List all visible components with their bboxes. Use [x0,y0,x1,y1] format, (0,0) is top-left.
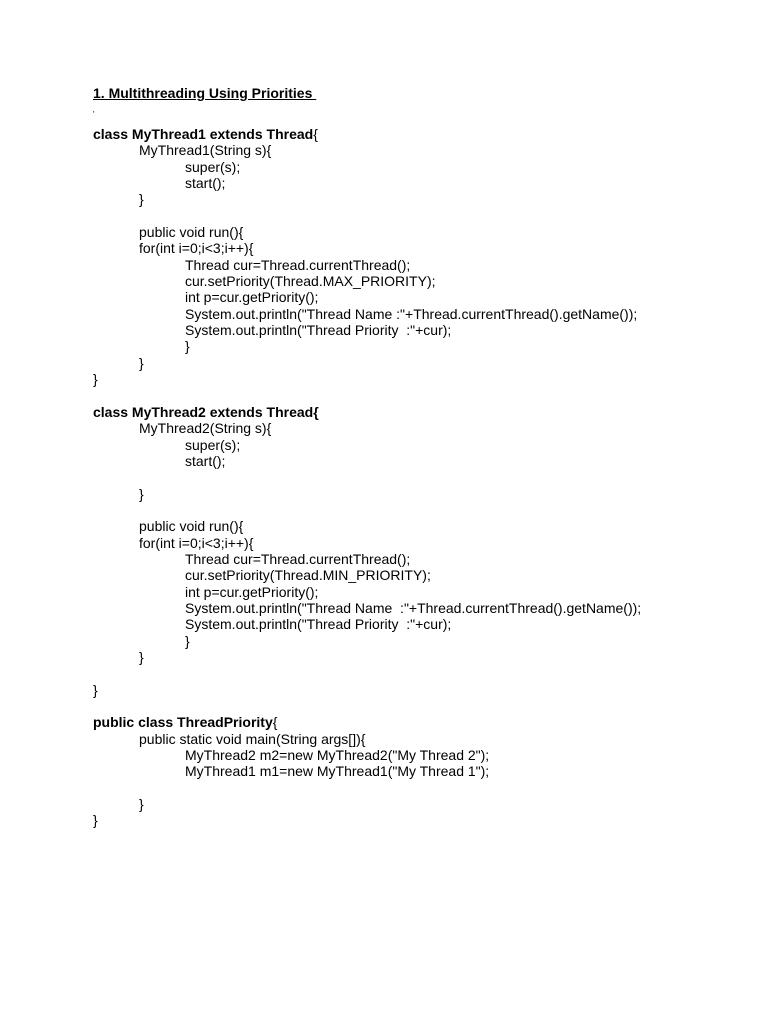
code-text: MyThread2 m2=new MyThread2("My Thread 2"); [185,747,490,764]
code-line-text [93,812,98,828]
code-line-text [93,404,319,420]
code-line-text [93,371,98,387]
code-text: } [93,371,98,388]
code-line-text [139,796,144,812]
code-text: } [139,485,144,502]
code-text: for(int i=0;i<3;i++){ [139,534,254,551]
code-text: } [139,354,144,371]
code-line-text [93,714,277,730]
code-text: } [139,191,144,208]
code-line-text [93,682,98,698]
code-line-text [185,763,489,779]
code-text: cur.setPriority(Thread.MAX_PRIORITY); [185,273,436,290]
code-text: public void run(){ [139,224,244,241]
code-line-text [139,486,144,502]
code-line-text [185,600,641,616]
code-line-text [185,338,190,354]
code-line-text [185,175,225,191]
code-text: start(); [185,452,226,469]
code-text: public void run(){ [139,518,244,535]
code-line-text [185,257,410,273]
code-keyword-bold: public class ThreadPriority [93,714,273,731]
code-text: System.out.println("Thread Name :"+Thread.currentThread().getName()); [185,599,642,616]
code-text: Thread cur=Thread.currentThread(); [185,256,411,273]
stray-mark: ' [93,110,95,119]
code-text: } [93,812,98,829]
code-line-text [185,584,318,600]
code-text: MyThread2(String s){ [139,420,272,437]
code-line-text [139,191,144,207]
code-line-text [185,306,637,322]
code-text: int p=cur.getPriority(); [185,583,319,600]
code-line-text [139,224,243,240]
code-text: { [313,126,318,142]
code-line-text [185,747,489,763]
code-keyword-bold: class MyThread2 extends Thread{ [93,403,319,420]
code-line-text [139,355,144,371]
code-line-text [185,453,225,469]
code-line-text [185,633,190,649]
code-text: MyThread1(String s){ [139,142,272,159]
code-line-text [139,535,253,551]
code-text: { [272,714,278,731]
code-text: System.out.println("Thread Priority :"+cur); [185,322,452,339]
code-line-text [185,273,436,289]
code-text: System.out.println("Thread Name :"+Thread.currentThread().getName()); [185,305,638,322]
code-text: } [185,338,190,355]
code-line-text [185,322,451,338]
code-line-text [139,731,365,747]
code-text: start(); [185,175,226,192]
code-text: public static void main(String args[]){ [139,730,366,747]
page-title: 1. Multithreading Using Priorities [93,85,317,101]
code-text: System.out.println("Thread Priority :"+cur); [185,616,452,633]
code-text: int p=cur.getPriority(); [185,289,319,306]
code-line-text [185,616,451,632]
code-text: } [139,796,144,813]
code-line-text [139,649,144,665]
code-line-text [139,142,271,158]
code-line-text [185,567,431,583]
code-line-text [93,126,318,142]
code-text: cur.setPriority(Thread.MIN_PRIORITY); [185,567,431,584]
code-line-text [185,551,410,567]
code-text: MyThread1 m1=new MyThread1("My Thread 1"); [185,763,490,780]
code-line-text [185,437,240,453]
code-text: } [93,681,98,698]
code-text: super(s); [185,436,241,453]
code-line-text [185,159,240,175]
code-text: super(s); [185,158,241,175]
code-line-text [139,240,253,256]
code-text: Thread cur=Thread.currentThread(); [185,550,411,567]
code-line-text [185,289,318,305]
code-line-text [139,420,271,436]
code-text: } [185,632,190,649]
code-keyword-bold: class MyThread1 extends Thread [93,126,314,142]
code-text: for(int i=0;i<3;i++){ [139,240,254,257]
code-line-text [139,518,243,534]
code-text: } [139,649,144,665]
